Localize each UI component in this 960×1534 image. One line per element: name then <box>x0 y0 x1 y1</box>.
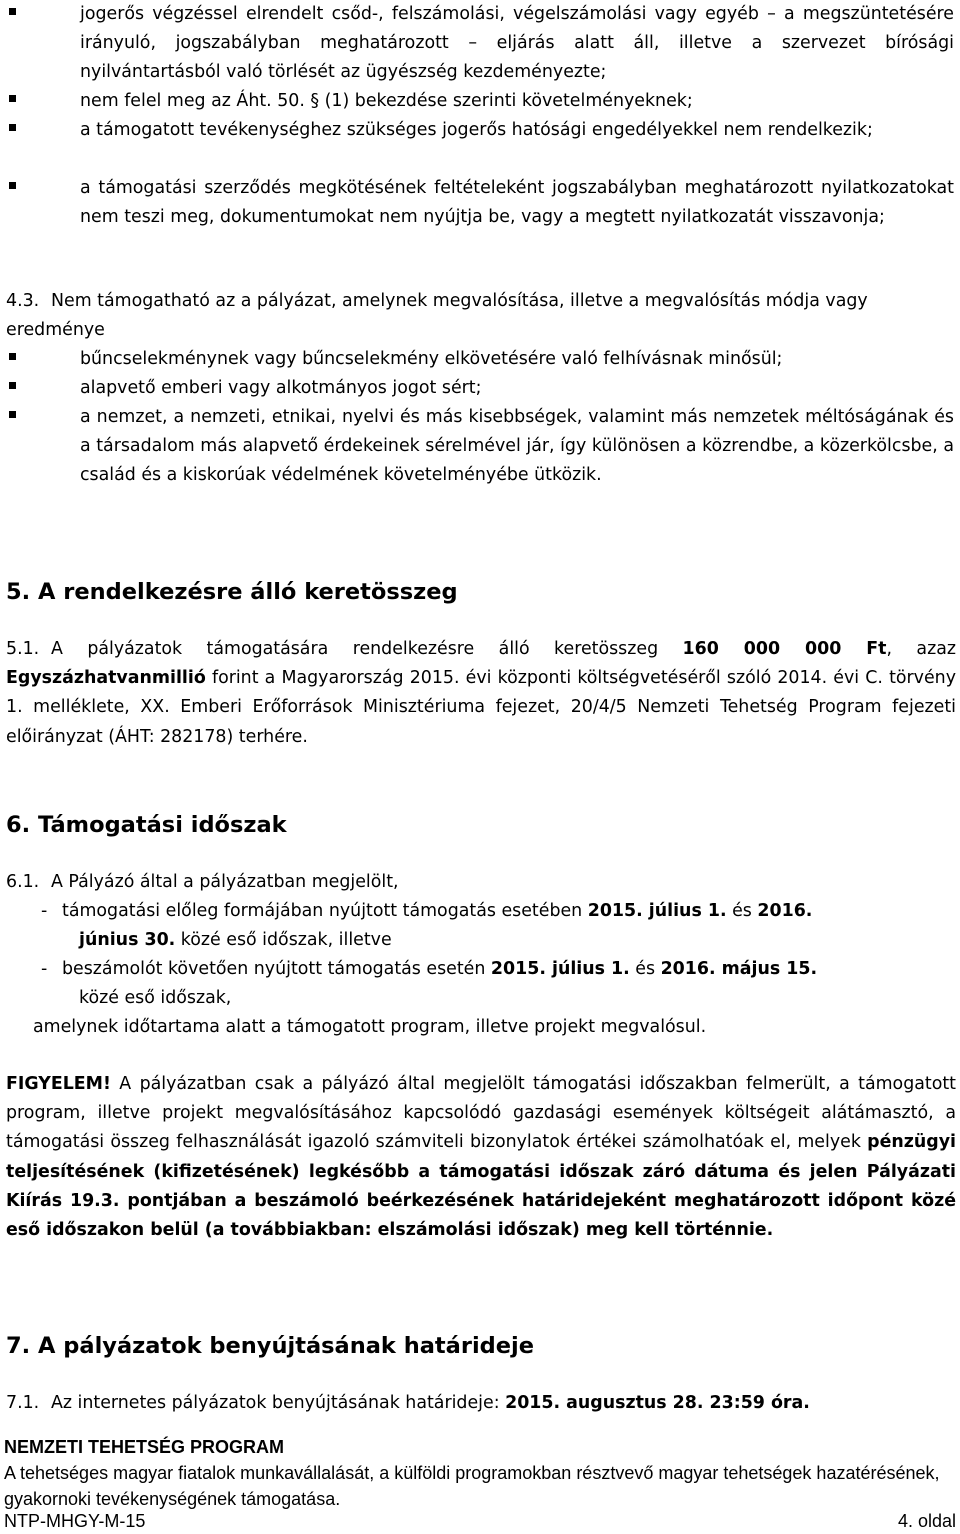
section-heading: 5. A rendelkezésre álló keretösszeg <box>6 579 458 605</box>
period-item-cont: közé eső időszak, <box>79 988 232 1008</box>
bullet-icon <box>9 353 16 360</box>
period-item-cont: június 30. közé eső időszak, illetve <box>79 930 392 950</box>
bullet-text: alapvető emberi vagy alkotmányos jogot sért; <box>80 378 482 398</box>
paragraph-number: 6.1. <box>6 872 40 892</box>
bullet-text: jogerős végzéssel elrendelt csőd-, felszámolási, végelszámolási vagy egyéb – a megszüntetésére irányuló, jogszabályban meghatározott – eljárás alatt áll, illetve a szervezet bírósági nyilvántartásból való törlését az ügyészség kezdeményezte; <box>80 4 954 83</box>
amount-words: Egyszázhatvanmillió <box>6 668 206 689</box>
bullet-icon <box>9 8 16 15</box>
bullet-text: a támogatási szerződés megkötésének feltételeként jogszabályban meghatározott nyilatkozatokat nem teszi meg, dokumentumokat nem nyújtja be, vagy a megtett nyilatkozatát visszavonja; <box>80 178 954 228</box>
dash: - <box>41 901 48 921</box>
footer-program: NEMZETI TEHETSÉG PROGRAM <box>4 1437 285 1457</box>
page-number: 4. oldal <box>897 1511 956 1531</box>
footer-description: A tehetséges magyar fiatalok munkavállalását, a külföldi programokban résztvevő magyar tehetségek hazatérésének, gyakornoki tevékenységének támogatása. <box>4 1463 940 1509</box>
warning-paragraph: FIGYELEM! A pályázatban csak a pályázó által megjelölt támogatási időszakban felmerült, a támogatott program, illetve projekt megvalósításához kapcsolódó gazdasági események költségeit alátámasztó, a támogatási összeg felhasználását igazoló számviteli bizonylatok értékei számolhatóak el, melyek pénzügyi teljesítésének (kifizetésének) legkésőbb a támogatási időszak záró dátuma és jelen Pályázati Kiírás 19.3. pontjában a beszámoló beérkezésének határidejeként meghatározott időpont közé eső időszakon belül (a továbbiakban: elszámolási időszak) meg kell történnie. <box>6 1074 956 1241</box>
footer-code: NTP-MHGY-M-15 <box>4 1511 146 1531</box>
bullet-text: bűncselekménynek vagy bűncselekmény elkövetésére való felhívásnak minősül; <box>80 349 783 369</box>
paragraph-number: 7.1. <box>6 1393 40 1413</box>
warning-label: FIGYELEM! <box>6 1074 111 1094</box>
bullet-icon <box>9 411 16 418</box>
period-item: beszámolót követően nyújtott támogatás esetén 2015. július 1. és 2016. május 15. <box>62 959 818 979</box>
deadline: 2015. augusztus 28. 23:59 óra. <box>505 1393 810 1413</box>
bullet-icon <box>9 182 16 189</box>
paragraph-5-1: A pályázatok támogatására rendelkezésre álló keretösszeg 160 000 000 Ft, azaz Egyszázhatvanmillió forint a Magyarország 2015. évi központi költségvetéséről szóló 2014. évi C. törvény 1. melléklete, XX. Emberi Erőforrások Minisztériuma fejezet, 20/4/5 Nemzeti Tehetség Program fejezeti előirányzat (ÁHT: 282178) terhére. <box>6 639 956 747</box>
dash: - <box>41 959 48 979</box>
bullet-text: a támogatott tevékenységhez szükséges jogerős hatósági engedélyekkel nem rendelkezik; <box>80 120 873 140</box>
bullet-text: a nemzet, a nemzeti, etnikai, nyelvi és más kisebbségek, valamint más nemzetek méltóságának és a társadalom más alapvető érdekeinek sérelmével jár, így különösen a közrendbe, a közerkölcsbe, a család és a kiskorúak védelmének követelményébe ütközik. <box>80 407 954 486</box>
bullet-text: nem felel meg az Áht. 50. § (1) bekezdése szerinti követelményeknek; <box>80 91 693 111</box>
paragraph-4-3: Nem támogatható az a pályázat, amelynek megvalósítása, illetve a megvalósítás módja vagy eredménye <box>6 291 868 341</box>
paragraph-number: 5.1. <box>6 639 40 659</box>
period-item: támogatási előleg formájában nyújtott támogatás esetében 2015. július 1. és 2016. <box>62 901 813 921</box>
paragraph-6-1: A Pályázó által a pályázatban megjelölt, <box>51 872 399 892</box>
period-outro: amelynek időtartama alatt a támogatott program, illetve projekt megvalósul. <box>33 1017 707 1037</box>
amount: 160 000 000 Ft <box>682 639 887 659</box>
paragraph-7-1: Az internetes pályázatok benyújtásának határideje: 2015. augusztus 28. 23:59 óra. <box>51 1393 810 1413</box>
paragraph-number: 4.3. <box>6 291 40 311</box>
bullet-icon <box>9 95 16 102</box>
section-heading: 7. A pályázatok benyújtásának határideje <box>6 1333 535 1359</box>
section-heading: 6. Támogatási időszak <box>6 812 287 838</box>
bullet-icon <box>9 382 16 389</box>
bullet-icon <box>9 124 16 131</box>
